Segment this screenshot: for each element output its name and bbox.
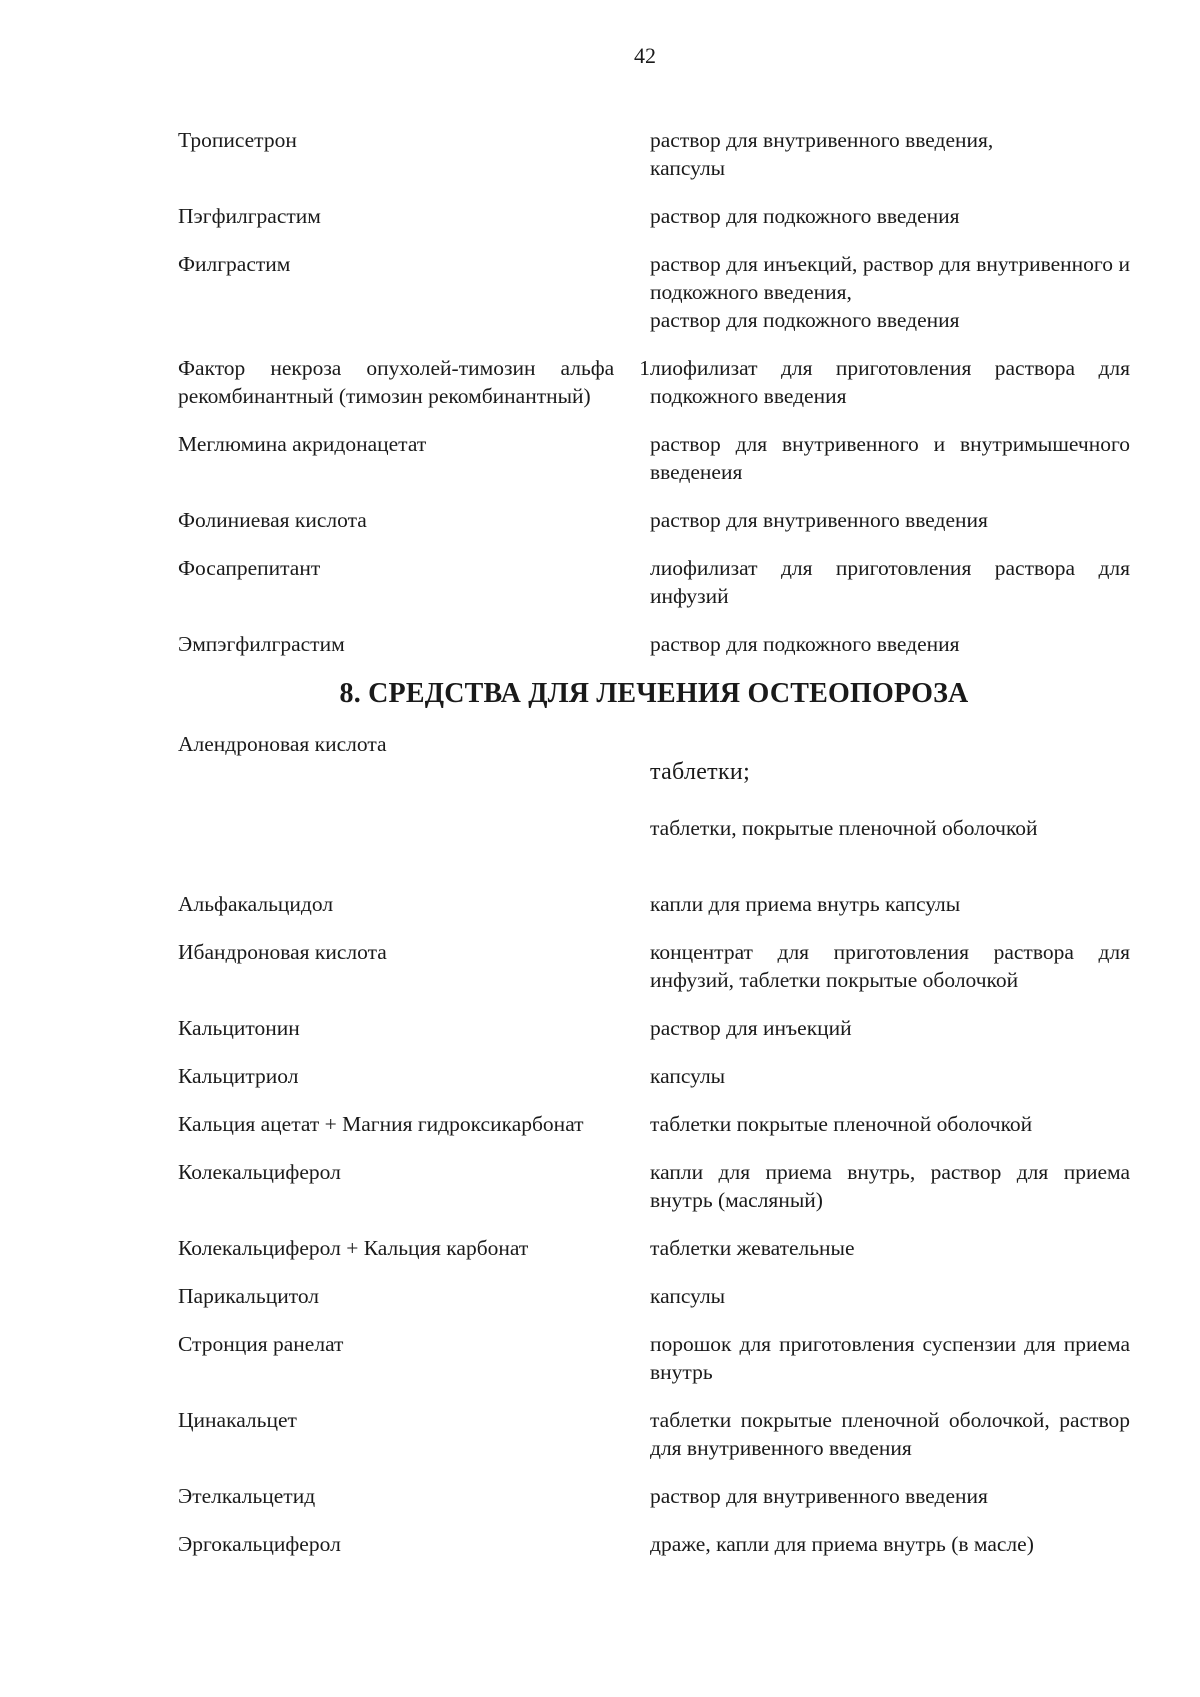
table-row: [178, 126, 1130, 182]
drug-name: Кальцитонин: [178, 1016, 300, 1040]
table-row: [178, 1482, 1130, 1510]
drug-name: Кальция ацетат + Магния гидроксикарбонат: [178, 1112, 584, 1136]
dosage-form: таблетки жевательные: [650, 1236, 855, 1260]
drug-table-section-2: [178, 730, 1130, 1558]
drug-name: Кальцитриол: [178, 1064, 299, 1088]
table-row: [178, 730, 1130, 870]
drug-name: Алендроновая кислота: [178, 732, 387, 756]
drug-name: Стронция ранелат: [178, 1332, 344, 1356]
table-row: [178, 1406, 1130, 1462]
drug-name: Филграстим: [178, 252, 291, 276]
table-row: [178, 554, 1130, 610]
dosage-form: капсулы: [650, 1064, 726, 1088]
drug-name: Ибандроновая кислота: [178, 940, 387, 964]
dosage-form: раствор для внутривенного введения: [650, 1484, 988, 1508]
section-heading: 8. СРЕДСТВА ДЛЯ ЛЕЧЕНИЯ ОСТЕОПОРОЗА: [339, 678, 969, 709]
dosage-form: лиофилизат для приготовления раствора для подкожного введения: [650, 356, 1130, 408]
dosage-form-line: таблетки;: [650, 759, 751, 785]
drug-name: Эргокальциферол: [178, 1532, 341, 1556]
dosage-form: раствор для подкожного введения: [650, 632, 960, 656]
dosage-form: раствор для инъекций, раствор для внутривенного и подкожного введения, раствор для подкожного введения: [650, 252, 1130, 332]
dosage-form: раствор для внутривенного введения, капсулы: [650, 128, 994, 180]
dosage-form: лиофилизат для приготовления раствора для инфузий: [650, 556, 1130, 608]
table-row: [178, 202, 1130, 230]
page-number: 42: [634, 43, 656, 68]
table-row: [178, 430, 1130, 486]
drug-table-section-1: [178, 126, 1130, 658]
dosage-form: концентрат для приготовления раствора для инфузий, таблетки покрытые оболочкой: [650, 940, 1130, 992]
drug-name: Меглюмина акридонацетат: [178, 432, 427, 456]
table-row: [178, 1110, 1130, 1138]
table-row: [178, 1282, 1130, 1310]
table-row: [178, 1530, 1130, 1558]
drug-name: Пэгфилграстим: [178, 204, 321, 228]
table-row: [178, 1062, 1130, 1090]
dosage-form: раствор для подкожного введения: [650, 204, 960, 228]
drug-name: Альфакальцидол: [178, 892, 334, 916]
table-row: [178, 1330, 1130, 1386]
drug-name: Этелкальцетид: [178, 1484, 316, 1508]
drug-name: Колекальциферол + Кальция карбонат: [178, 1236, 529, 1260]
dosage-form-line: таблетки, покрытые пленочной оболочкой: [650, 816, 1038, 840]
table-row: [178, 630, 1130, 658]
drug-name: Парикальцитол: [178, 1284, 320, 1308]
dosage-form: раствор для внутривенного введения: [650, 508, 988, 532]
drug-name: Фактор некроза опухолей-тимозин альфа 1 рекомбинантный (тимозин рекомбинантный): [178, 356, 650, 408]
dosage-form: [650, 730, 1130, 870]
drug-name: Колекальциферол: [178, 1160, 341, 1184]
table-row: [178, 506, 1130, 534]
table-row: [178, 938, 1130, 994]
drug-name: Цинакальцет: [178, 1408, 297, 1432]
table-row: [178, 1014, 1130, 1042]
drug-name: Эмпэгфилграстим: [178, 632, 345, 656]
drug-name: Фолиниевая кислота: [178, 508, 367, 532]
table-row: [178, 354, 1130, 410]
dosage-form: раствор для внутривенного и внутримышечного введенеия: [650, 432, 1130, 484]
dosage-form: капсулы: [650, 1284, 726, 1308]
document-body: [178, 126, 1130, 1578]
dosage-form: раствор для инъекций: [650, 1016, 852, 1040]
dosage-form: драже, капли для приема внутрь (в масле): [650, 1532, 1034, 1556]
dosage-form: таблетки покрытые пленочной оболочкой: [650, 1112, 1033, 1136]
dosage-form: порошок для приготовления суспензии для приема внутрь: [650, 1332, 1130, 1384]
table-row: [178, 250, 1130, 334]
table-row: [178, 1234, 1130, 1262]
dosage-form: капли для приема внутрь, раствор для приема внутрь (масляный): [650, 1160, 1130, 1212]
dosage-form: таблетки покрытые пленочной оболочкой, раствор для внутривенного введения: [650, 1408, 1130, 1460]
dosage-form: капли для приема внутрь капсулы: [650, 892, 961, 916]
table-row: [178, 1158, 1130, 1214]
table-row: [178, 890, 1130, 918]
drug-name: Фосапрепитант: [178, 556, 321, 580]
drug-name: Трописетрон: [178, 128, 297, 152]
